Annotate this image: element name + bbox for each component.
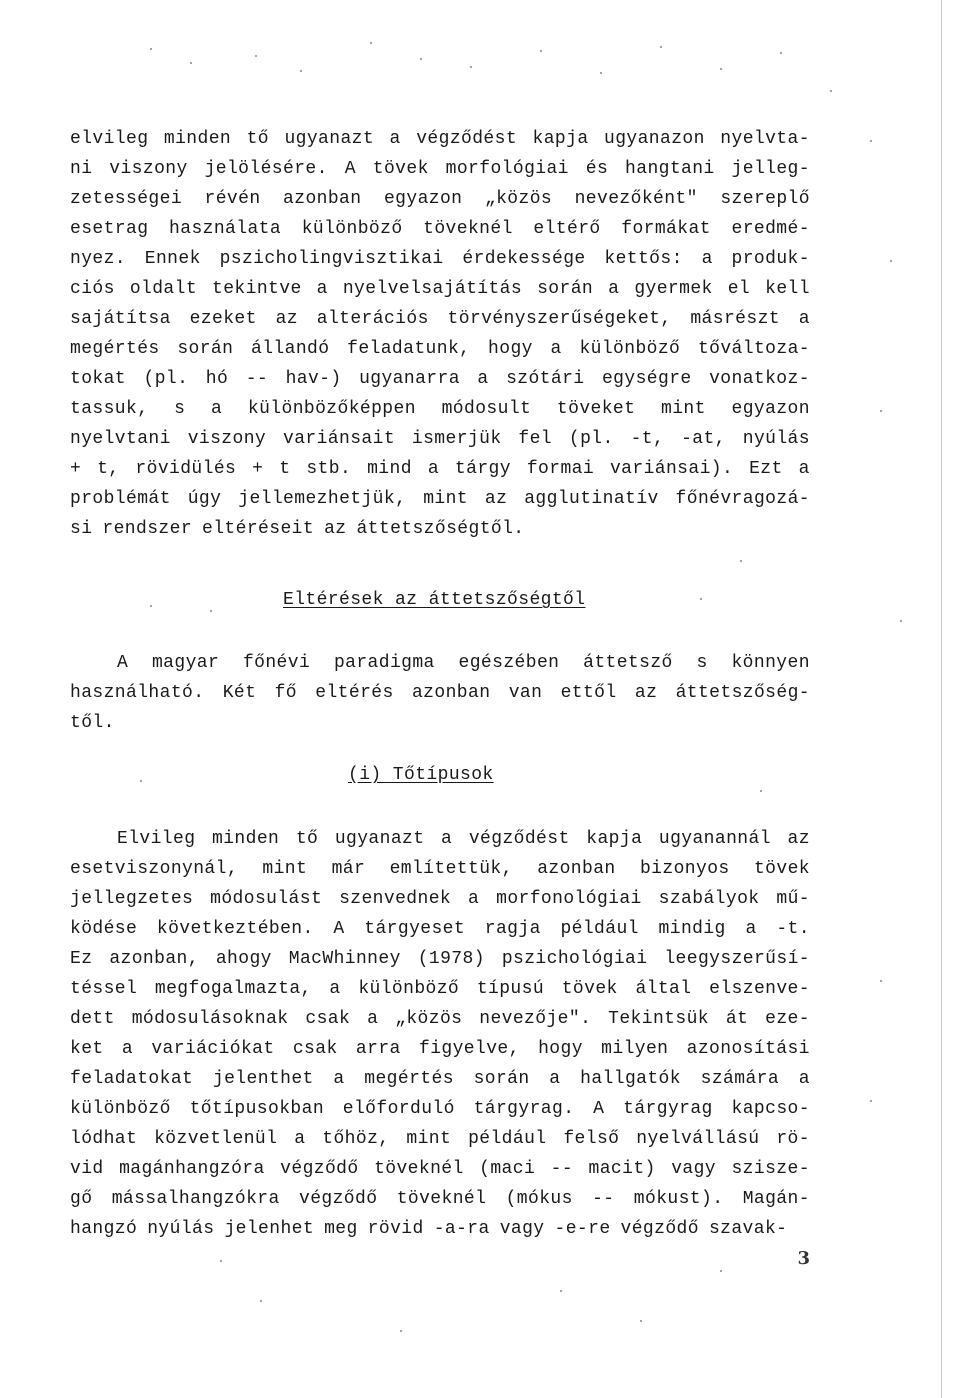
scan-speck <box>720 1270 722 1272</box>
scan-speck <box>720 68 722 70</box>
text-line: tassuk, s a különbözőképpen módosult töveket mint egyazon <box>70 399 810 419</box>
scan-speck <box>870 140 872 142</box>
scan-speck <box>560 1290 562 1292</box>
subsection-heading: (i) Tőtípusok <box>348 765 494 785</box>
scan-speck <box>760 790 762 792</box>
scan-speck <box>220 1260 222 1262</box>
text-line: si rendszer eltéréseit az áttetszőségtől. <box>70 519 525 539</box>
scan-speck <box>400 1330 402 1332</box>
text-line: től. <box>70 713 115 733</box>
scan-speck <box>700 598 702 600</box>
scan-speck <box>660 46 662 48</box>
scan-speck <box>830 90 832 92</box>
scan-speck <box>640 1320 642 1322</box>
text-line: feladatokat jelenthet a megértés során a hallgatók számára a <box>70 1069 810 1089</box>
text-line: megértés során állandó feladatunk, hogy a különböző tőváltoza- <box>70 339 810 359</box>
text-line: vid magánhangzóra végződő töveknél (maci -- macit) vagy szisze- <box>70 1159 810 1179</box>
text-line: esetrag használata különböző töveknél eltérő formákat eredmé- <box>70 219 810 239</box>
text-line: nyez. Ennek pszicholingvisztikai érdekessége kettős: a produk- <box>70 249 810 269</box>
scan-speck <box>890 260 892 262</box>
text-line: használható. Két fő eltérés azonban van ettől az áttetszőség- <box>70 683 810 703</box>
text-line: ni viszony jelölésére. A tövek morfológiai és hangtani jelleg- <box>70 159 810 179</box>
text-line: különböző tőtípusokban előforduló tárgyrag. A tárgyrag kapcso- <box>70 1099 810 1119</box>
scan-speck <box>370 42 372 44</box>
paragraph-1 <box>70 124 810 544</box>
section-heading: Eltérések az áttetszőségtől <box>283 590 586 610</box>
text-line: lódhat közvetlenül a tőhöz, mint például felső nyelvállású rö- <box>70 1129 810 1149</box>
scan-speck <box>880 410 882 412</box>
text-line: ket a variációkat csak arra figyelve, hogy milyen azonosítási <box>70 1039 810 1059</box>
scan-speck <box>150 48 152 50</box>
text-line: elvileg minden tő ugyanazt a végződést kapja ugyanazon nyelvta- <box>70 129 810 149</box>
text-line: dett módosulásoknak csak a „közös nevezője". Tekintsük át eze- <box>70 1009 810 1029</box>
text-line: esetviszonynál, mint már említettük, azonban bizonyos tövek <box>70 859 810 879</box>
scan-speck <box>150 605 152 607</box>
page-edge-shadow <box>941 0 960 1398</box>
scan-speck <box>470 66 472 68</box>
text-line: Elvileg minden tő ugyanazt a végződést kapja ugyanannál az <box>117 829 810 849</box>
paragraph-3 <box>70 824 810 1244</box>
scan-speck <box>600 72 602 74</box>
text-line: A magyar főnévi paradigma egészében áttetsző s könnyen <box>117 653 810 673</box>
text-line: jellegzetes módosulást szenvednek a morfonológiai szabályok mű- <box>70 889 810 909</box>
text-line: problémát úgy jellemezhetjük, mint az agglutinatív főnévragozá- <box>70 489 810 509</box>
scan-speck <box>900 620 902 622</box>
text-line: tokat (pl. hó -- hav-) ugyanarra a szótári egységre vonatkoz- <box>70 369 810 389</box>
text-line: téssel megfogalmazta, a különböző típusú tövek által elszenve- <box>70 979 810 999</box>
text-line: gő mássalhangzókra végződő töveknél (mókus -- mókust). Magán- <box>70 1189 810 1209</box>
text-line: ködése következtében. A tárgyeset ragja például mindig a -t. <box>70 919 810 939</box>
paragraph-2 <box>70 648 810 738</box>
text-line: sajátítsa ezeket az alterációs törvényszerűségeket, másrészt a <box>70 309 810 329</box>
scan-speck <box>190 62 192 64</box>
text-line: hangzó nyúlás jelenhet meg rövid -a-ra vagy -e-re végződő szavak- <box>70 1219 788 1239</box>
scan-speck <box>260 1300 262 1302</box>
scan-speck <box>300 70 302 72</box>
scan-speck <box>210 610 212 612</box>
text-line: zetességei révén azonban egyazon „közös nevezőként" szereplő <box>70 189 810 209</box>
text-line: + t, rövidülés + t stb. mind a tárgy formai variánsai). Ezt a <box>70 459 810 479</box>
scan-speck <box>140 780 142 782</box>
scan-speck <box>780 52 782 54</box>
text-line: ciós oldalt tekintve a nyelvelsajátítás során a gyermek el kell <box>70 279 810 299</box>
scan-speck <box>420 58 422 60</box>
text-line: Ez azonban, ahogy MacWhinney (1978) pszichológiai leegyszerűsí- <box>70 949 810 969</box>
scan-speck <box>740 560 742 562</box>
scan-speck <box>540 50 542 52</box>
scan-speck <box>880 980 882 982</box>
page-number: 3 <box>797 1248 810 1269</box>
scan-speck <box>870 1100 872 1102</box>
text-line: nyelvtani viszony variánsait ismerjük fel (pl. -t, -at, nyúlás <box>70 429 810 449</box>
scan-speck <box>255 55 257 57</box>
